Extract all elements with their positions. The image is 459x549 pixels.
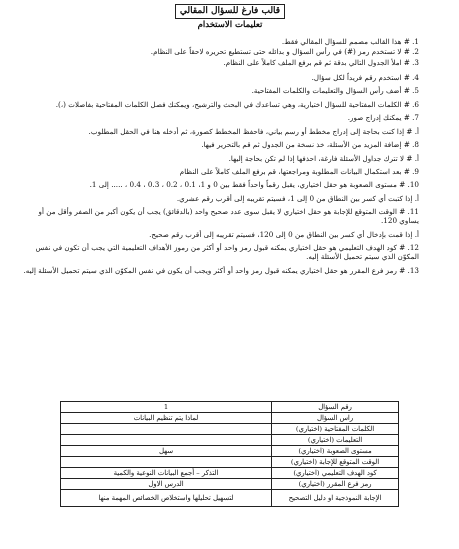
instruction-sub-line: أ. إذا كتبت أي كسر بين النطاق من 0 إلى 1، فسيتم تقريبه إلى أقرب رقم عشري.	[176, 194, 419, 203]
instruction-line: 3. # املأ الجدول التالي بدقة ثم قم برفع الملف كاملاً على النظام.	[223, 58, 419, 67]
instruction-line: 2. # لا تستخدم رمز (#) في رأس السؤال و بدائله حتى تستطيع تحريره لاحقاً على النظام.	[150, 47, 419, 56]
instruction-line: 8. # إضافة المزيد من الأسئلة، خذ نسخة من الجدول ثم قم بالتحرير فيها.	[201, 140, 419, 149]
instruction-sub-line: أ. # إذا كنت بحاجة إلى إدراج مخطط أو رسم بياني، فاحفظ المخطط كصورة، ثم أدخله هنا في الحقل المطلوب.	[88, 127, 419, 136]
row-value[interactable]	[61, 424, 272, 435]
table-row	[61, 468, 399, 479]
row-label: كود الهدف التعليمي (اختياري)	[272, 468, 399, 479]
instruction-line: 13. # رمز فرع المقرر هو حقل اختياري يمكنه قبول رمز واحد أو أكثر ويجب أن يكون في نفس المكوّن الذي سيتم تحميل الأسئلة إليه.	[23, 266, 419, 275]
instruction-line: 4. # استخدم رقم فريداً لكل سؤال.	[311, 73, 419, 82]
table-row	[61, 402, 399, 413]
instruction-line: 7. # يمكنك إدراج صور.	[347, 113, 419, 122]
instructions-heading: تعليمات الاستخدام	[197, 20, 263, 30]
table-row	[61, 413, 399, 424]
table-row	[61, 424, 399, 435]
row-value[interactable]: لتسهيل تحليلها واستخلاص الخصائص المهمة منها	[61, 490, 272, 507]
row-label: الكلمات المفتاحية (اختياري)	[272, 424, 399, 435]
table-row	[61, 435, 399, 446]
row-label: راس السؤال	[272, 413, 399, 424]
table-row	[61, 479, 399, 490]
instruction-line: 1. # هذا القالب مصمم للسؤال المقالي فقط.	[281, 37, 419, 46]
instruction-line: 9. # بعد استكمال البيانات المطلوبة ومراجعتها، قم برفع الملف كاملاً على النظام	[179, 167, 419, 176]
row-label: التعليمات (اختياري)	[272, 435, 399, 446]
table-row	[61, 490, 399, 507]
instruction-line: 6. # الكلمات المفتاحية للسؤال اختيارية، وهي تساعدك في البحث والترشيح، ويمكنك فصل الكلمات المفتاحية بفاصلات (،).	[55, 100, 419, 109]
row-label: الإجابة النموذجية او دليل التصحيح	[272, 490, 399, 507]
row-label: الوقت المتوقع للإجابة (اختياري)	[272, 457, 399, 468]
row-value[interactable]	[61, 457, 272, 468]
table-row	[61, 457, 399, 468]
instruction-line: 10. # مستوى الصعوبة هو حقل اختياري، يقبل رقماً واحداً فقط بين 0 و 1، 0.1 ، 0.2 ، 0.3 ، 0.4 ، ..... إلى 1.	[89, 180, 419, 189]
row-value[interactable]: الدرس الاول	[61, 479, 272, 490]
document-title: قالب فارغ للسؤال المقالي	[175, 4, 285, 19]
instruction-line: 12. # كود الهدف التعليمي هو حقل اختياري يمكنه قبول رمز واحد أو أكثر من رموز الأهداف التعليمية التي يجب أن تكون في نفس المكوّن الذي سيتم تحميل الأسئلة إليه.	[35, 243, 419, 261]
row-label: رمز فرع المقرر (اختياري)	[272, 479, 399, 490]
row-value[interactable]: لماذا يتم تنظيم البيانات	[61, 413, 272, 424]
row-label: رقم السؤال	[272, 402, 399, 413]
instruction-sub-line: أ. # لا تترك جداول الأسئلة فارغة، احذفها إذا لم تكن بحاجة إليها.	[228, 154, 419, 163]
instruction-line: 11. # الوقت المتوقع للإجابة هو حقل اختياري لا يقبل سوى عدد صحيح واحد (بالدقائق) يجب أن يكون أكبر من الصفر وأقل من أو يساوي 120.	[38, 207, 419, 225]
row-label: مستوى الصعوبة (اختياري)	[272, 446, 399, 457]
row-value[interactable]	[61, 435, 272, 446]
instruction-line: 5. # أضف رأس السؤال والتعليمات والكلمات المفتاحية.	[251, 86, 419, 95]
row-value[interactable]: 1	[61, 402, 272, 413]
instruction-sub-line: أ. إذا قمت بإدخال أي كسر بين النطاق من 0 إلى 120، فسيتم تقريبه إلى أقرب رقم صحيح.	[149, 230, 419, 239]
table-row	[61, 446, 399, 457]
row-value[interactable]: سهل	[61, 446, 272, 457]
question-table	[60, 401, 399, 507]
row-value[interactable]: التذكر – أجمع البيانات النوعية والكمية	[61, 468, 272, 479]
